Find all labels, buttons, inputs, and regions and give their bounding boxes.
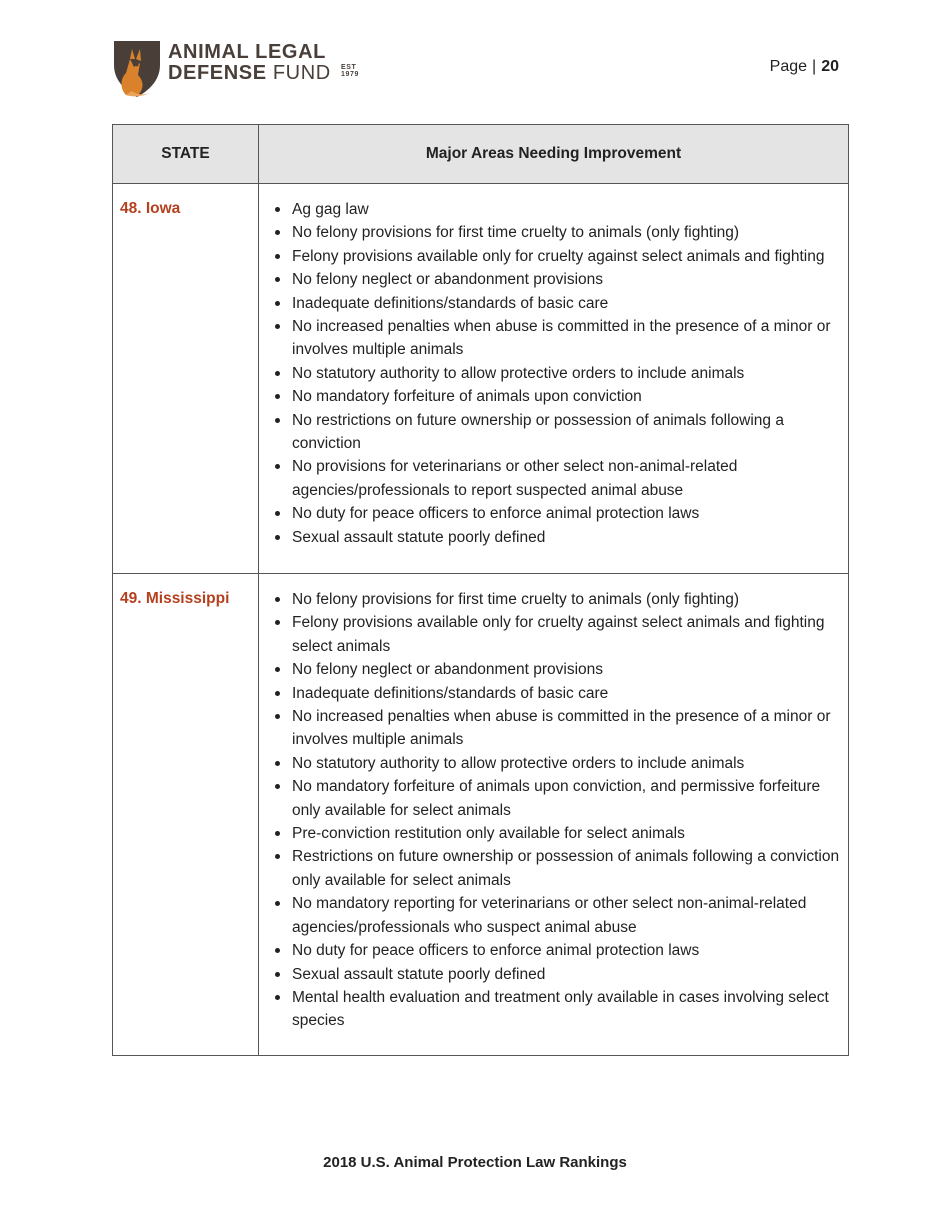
page-number: 20 [821,58,839,75]
list-item: No provisions for veterinarians or other select non-animal-related agencies/professionals to report suspected animal abuse [269,455,842,502]
logo-est-label: EST [340,64,357,71]
fox-shield-icon [112,37,162,99]
column-header-state: STATE [113,125,259,184]
list-item: No mandatory forfeiture of animals upon conviction [269,385,842,408]
logo-fund: FUND [272,62,331,84]
table-row [113,574,849,1056]
page-footer: 2018 U.S. Animal Protection Law Rankings [323,1154,627,1171]
state-name: 48. Iowa [113,184,259,574]
list-item: No mandatory reporting for veterinarians or other select non-animal-related agencies/professionals who suspect animal abuse [269,892,842,939]
list-item: No increased penalties when abuse is committed in the presence of a minor or involves multiple animals [269,705,842,752]
state-name: 49. Mississippi [113,574,259,1056]
list-item: Sexual assault statute poorly defined [269,526,842,549]
logo-line-2 [168,63,359,83]
list-item: Sexual assault statute poorly defined [269,963,842,986]
table-header-row [113,125,849,184]
list-item: No mandatory forfeiture of animals upon conviction, and permissive forfeiture only available for select animals [269,775,842,822]
list-item: No statutory authority to allow protective orders to include animals [269,362,842,385]
list-item: No felony neglect or abandonment provisions [269,658,842,681]
logo-defense: DEFENSE [168,62,267,84]
column-header-improvements: Major Areas Needing Improvement [259,125,849,184]
list-item: No felony provisions for first time cruelty to animals (only fighting) [269,588,842,611]
page-separator: | [812,58,817,75]
list-item: Inadequate definitions/standards of basic care [269,292,842,315]
list-item: No increased penalties when abuse is committed in the presence of a minor or involves multiple animals [269,315,842,362]
improvement-list [269,588,842,1033]
list-item: No duty for peace officers to enforce animal protection laws [269,939,842,962]
list-item: No felony neglect or abandonment provisions [269,268,842,291]
list-item: Felony provisions available only for cruelty against select animals and fighting [269,245,842,268]
list-item: Pre-conviction restitution only available for select animals [269,822,842,845]
table-row [113,184,849,574]
list-item: No restrictions on future ownership or possession of animals following a conviction [269,409,842,456]
improvement-list-cell [259,574,849,1056]
list-item: No statutory authority to allow protective orders to include animals [269,752,842,775]
improvement-list [269,198,842,549]
rankings-table [112,124,849,1056]
logo-est-year: 1979 [340,71,359,78]
list-item: Mental health evaluation and treatment only available in cases involving select species [269,986,842,1033]
improvement-list-cell [259,184,849,574]
logo-line-1: ANIMAL LEGAL [168,41,326,63]
page-number-label [770,58,839,76]
list-item: Felony provisions available only for cruelty against select animals and fighting select animals [269,611,842,658]
list-item: No felony provisions for first time cruelty to animals (only fighting) [269,221,842,244]
logo-established [341,64,359,78]
page-label: Page [769,58,808,75]
list-item: Inadequate definitions/standards of basic care [269,682,842,705]
list-item: Ag gag law [269,198,842,221]
list-item: No duty for peace officers to enforce animal protection laws [269,502,842,525]
list-item: Restrictions on future ownership or possession of animals following a conviction only available for select animals [269,845,842,892]
